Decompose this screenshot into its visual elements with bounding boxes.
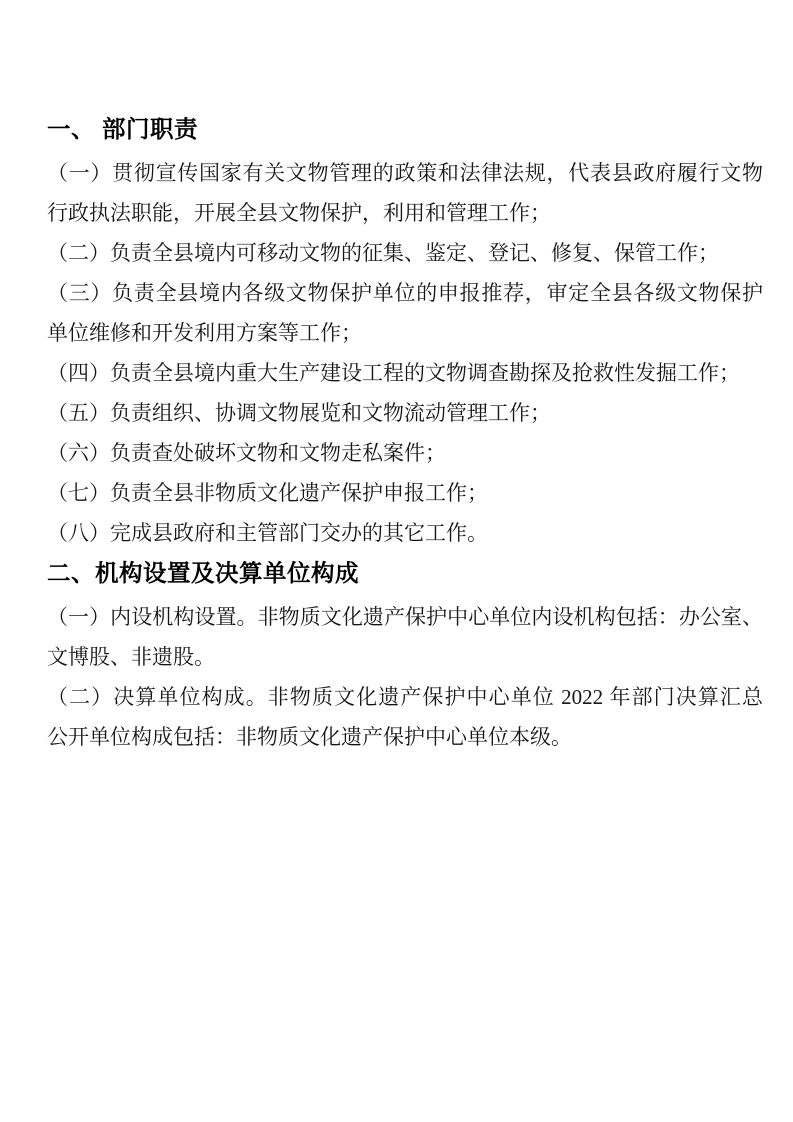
paragraph	[47, 233, 763, 273]
paragraph	[47, 597, 763, 677]
body-line: （二）决算单位构成。非物质文化遗产保护中心单位 2022 年部门决算汇总	[47, 685, 763, 709]
body-line: 文博股、非遗股。	[47, 645, 215, 669]
body-line: （七）负责全县非物质文化遗产保护申报工作；	[47, 481, 488, 505]
paragraph	[47, 433, 763, 473]
body-line: （五）负责组织、协调文物展览和文物流动管理工作；	[47, 401, 551, 425]
section-heading: 一、 部门职责	[47, 116, 199, 142]
body-line: （一）内设机构设置。非物质文化遗产保护中心单位内设机构包括：办公室、	[47, 605, 763, 629]
body-line: （二）负责全县境内可移动文物的征集、鉴定、登记、修复、保管工作；	[47, 241, 719, 265]
paragraph	[47, 273, 763, 353]
body-line: （一）贯彻宣传国家有关文物管理的政策和法律法规，代表县政府履行文物	[47, 161, 763, 185]
paragraph	[47, 393, 763, 433]
body-line: 行政执法职能，开展全县文物保护，利用和管理工作；	[47, 201, 551, 225]
paragraph	[47, 153, 763, 233]
paragraph	[47, 677, 763, 757]
paragraph	[47, 473, 763, 513]
section-heading: 二、机构设置及决算单位构成	[47, 560, 359, 586]
body-line: （四）负责全县境内重大生产建设工程的文物调查勘探及抢救性发掘工作；	[47, 361, 740, 385]
body-line: （三）负责全县境内各级文物保护单位的申报推荐，审定全县各级文物保护	[47, 281, 763, 305]
body-line: 单位维修和开发利用方案等工作；	[47, 321, 362, 345]
paragraph	[47, 513, 763, 553]
body-line: （六）负责查处破坏文物和文物走私案件；	[47, 441, 446, 465]
document-body	[47, 109, 763, 757]
body-line: （八）完成县政府和主管部门交办的其它工作。	[47, 521, 488, 545]
body-line: 公开单位构成包括：非物质文化遗产保护中心单位本级。	[47, 725, 572, 749]
paragraph	[47, 353, 763, 393]
